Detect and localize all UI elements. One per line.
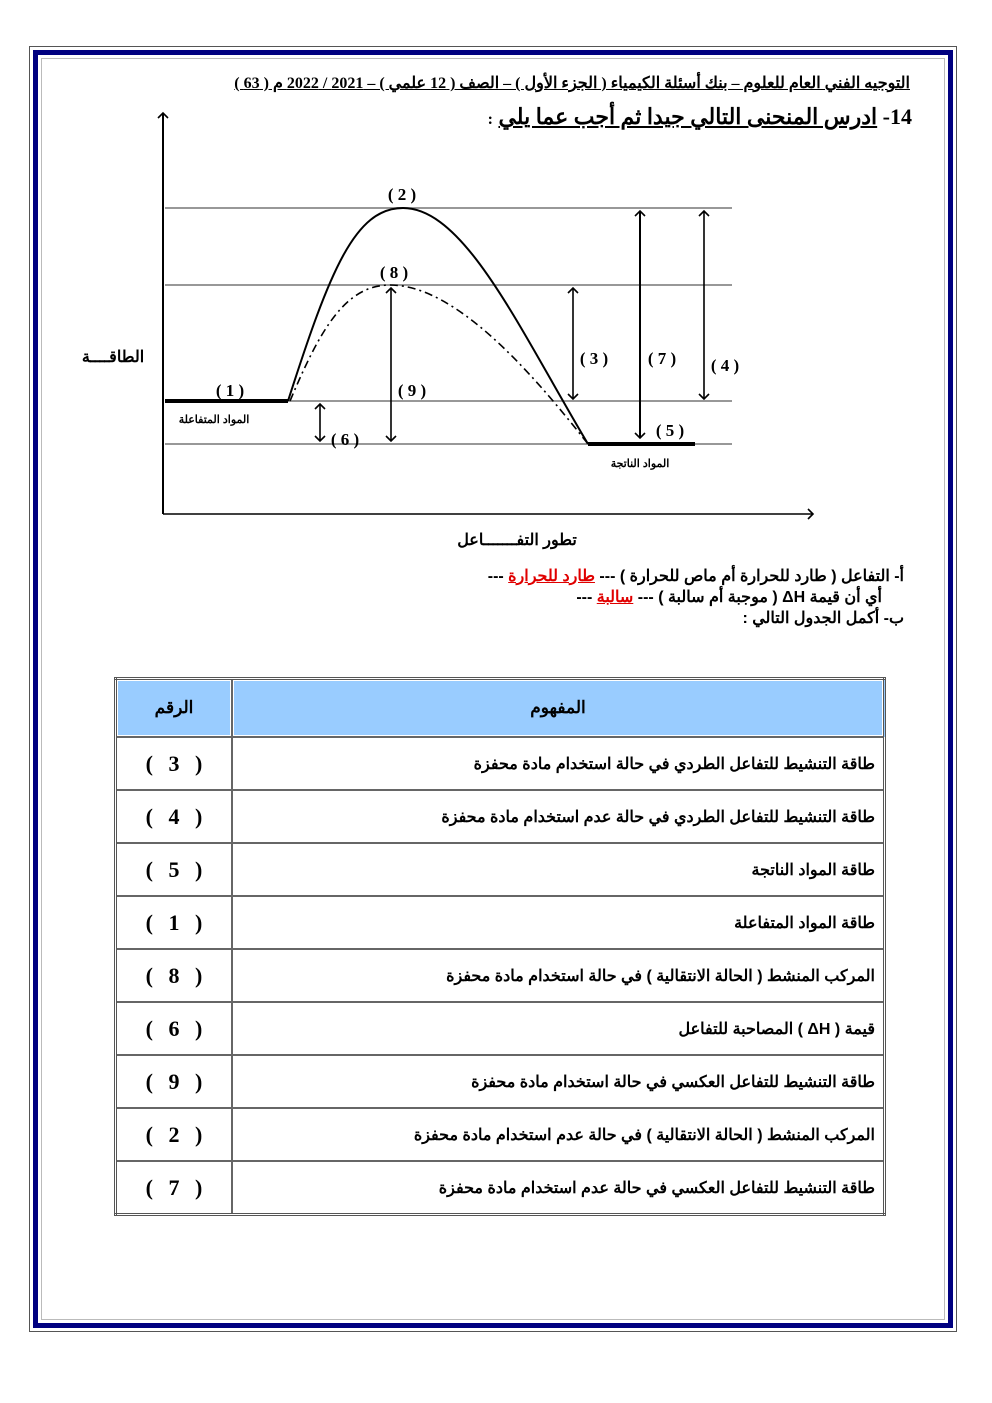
table-header-row xyxy=(116,679,885,738)
marker-6: ( 6 ) xyxy=(330,430,360,449)
table-row xyxy=(116,843,885,896)
answer-a2-value: سالبة xyxy=(596,589,634,606)
concept-cell: طاقة التنشيط للتفاعل العكسي في حالة عدم استخدام مادة محفزة xyxy=(232,1161,885,1215)
header-concept: المفهوم xyxy=(232,679,885,738)
number-cell: ( 3 ) xyxy=(116,737,233,790)
concept-cell: قيمة ( ΔH ) المصاحبة للتفاعل xyxy=(232,1002,885,1055)
table-row xyxy=(116,949,885,1002)
marker-5: ( 5 ) xyxy=(655,421,685,440)
table-row xyxy=(116,896,885,949)
concept-cell: طاقة التنشيط للتفاعل العكسي في حالة استخدام مادة محفزة xyxy=(232,1055,885,1108)
number-cell: ( 4 ) xyxy=(116,790,233,843)
answer-a-value: طارد للحرارة xyxy=(508,568,595,585)
concept-cell: طاقة المواد الناتجة xyxy=(232,843,885,896)
uncatalyzed-curve xyxy=(288,208,588,444)
answer-a2-line xyxy=(488,587,904,608)
concept-cell: المركب المنشط ( الحالة الانتقالية ) في حالة استخدام مادة محفزة xyxy=(232,949,885,1002)
y-axis-label: الطاقــــة xyxy=(81,349,145,366)
question-text: ادرس المنحنى التالي جيدا ثم أجب عما يلي xyxy=(498,104,878,129)
marker-7: ( 7 ) xyxy=(647,349,677,368)
number-cell: ( 7 ) xyxy=(116,1161,233,1215)
marker-9: ( 9 ) xyxy=(397,381,427,400)
x-axis-label: تطور التفـــــــاعل xyxy=(457,532,577,549)
number-cell: ( 6 ) xyxy=(116,1002,233,1055)
header-number: الرقم xyxy=(116,679,233,738)
number-cell: ( 9 ) xyxy=(116,1055,233,1108)
marker-1: ( 1 ) xyxy=(215,381,245,400)
answer-a-suffix: --- xyxy=(487,568,504,585)
table-row xyxy=(116,737,885,790)
marker-4: ( 4 ) xyxy=(710,356,740,375)
reactants-label: المواد المتفاعلة xyxy=(178,414,250,426)
number-cell: ( 5 ) xyxy=(116,843,233,896)
marker-3: ( 3 ) xyxy=(579,349,609,368)
table-row xyxy=(116,1055,885,1108)
number-cell: ( 8 ) xyxy=(116,949,233,1002)
answer-a-line xyxy=(488,566,904,587)
concepts-table xyxy=(114,677,886,1216)
question-number: 14- xyxy=(882,104,912,129)
products-label: المواد الناتجة xyxy=(610,458,670,470)
concept-cell: طاقة التنشيط للتفاعل الطردي في حالة استخدام مادة محفزة xyxy=(232,737,885,790)
table-row xyxy=(116,790,885,843)
marker-2: ( 2 ) xyxy=(387,185,417,204)
energy-diagram xyxy=(0,0,992,560)
answers-section xyxy=(488,566,904,629)
page-header: التوجيه الفني العام للعلوم – بنك أسئلة الكيمياء ( الجزء الأول ) – الصف ( 12 علمي ) – 2021 / 2022 م ( 63 ) xyxy=(234,75,910,92)
concept-cell: طاقة التنشيط للتفاعل الطردي في حالة عدم استخدام مادة محفزة xyxy=(232,790,885,843)
number-cell: ( 1 ) xyxy=(116,896,233,949)
answer-a-prompt: أ- التفاعل ( طارد للحرارة أم ماص للحرارة ) --- xyxy=(599,568,904,585)
table-row xyxy=(116,1161,885,1215)
table-row xyxy=(116,1002,885,1055)
question-colon: : xyxy=(487,111,493,128)
marker-8: ( 8 ) xyxy=(379,263,409,282)
number-cell: ( 2 ) xyxy=(116,1108,233,1161)
concept-cell: المركب المنشط ( الحالة الانتقالية ) في حالة عدم استخدام مادة محفزة xyxy=(232,1108,885,1161)
answer-b-line: ب- أكمل الجدول التالي : xyxy=(742,610,904,627)
table-row xyxy=(116,1108,885,1161)
answer-a2-suffix: --- xyxy=(576,589,593,606)
concept-cell: طاقة المواد المتفاعلة xyxy=(232,896,885,949)
answer-a2-prompt: أي أن قيمة ΔH ( موجبة أم سالبة ) --- xyxy=(637,589,882,606)
